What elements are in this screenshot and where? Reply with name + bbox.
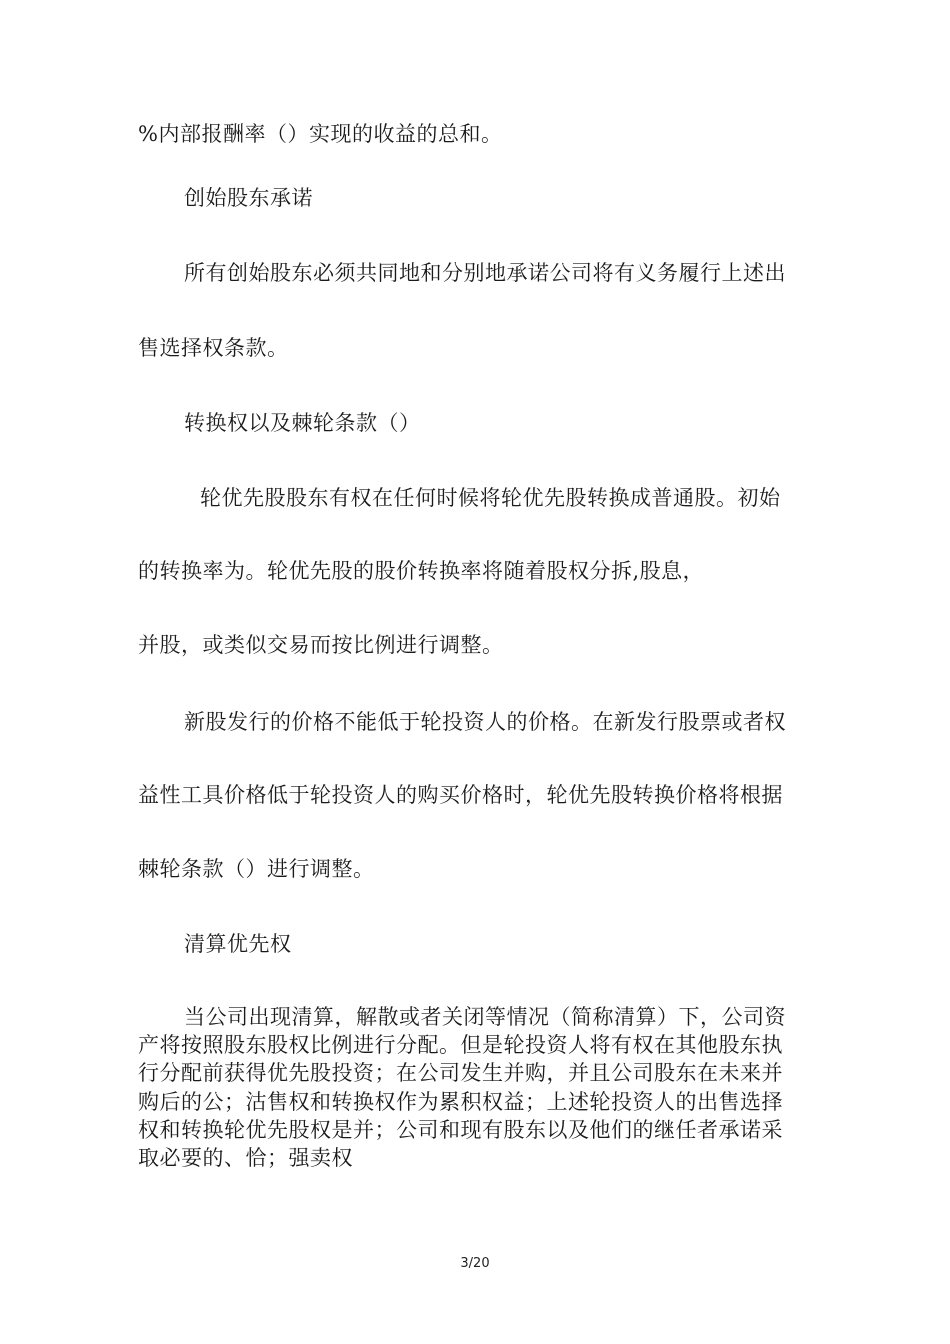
section-heading-conversion-ratchet: 转换权以及棘轮条款（） [184, 411, 421, 435]
text-line: 所有创始股东必须共同地和分别地承诺公司将有义务履行上述出 [184, 261, 786, 285]
text-line: 售选择权条款。 [138, 336, 289, 360]
text-line: %内部报酬率（）实现的收益的总和。 [138, 122, 503, 146]
paragraph-line: 产将按照股东股权比例进行分配。但是轮投资人将有权在其他股东执 [138, 1033, 783, 1058]
section-heading-founder-commitment: 创始股东承诺 [184, 186, 313, 210]
paragraph-line: 取必要的、恰；强卖权 [138, 1146, 353, 1171]
text-line: 益性工具价格低于轮投资人的购买价格时，轮优先股转换价格将根据 [138, 783, 783, 807]
paragraph-line: 行分配前获得优先股投资；在公司发生并购，并且公司股东在未来并 [138, 1061, 783, 1086]
paragraph-line: 当公司出现清算，解散或者关闭等情况（简称清算）下，公司资 [184, 1005, 786, 1029]
liquidation-paragraph [138, 1003, 818, 1172]
text-line: 并股，或类似交易而按比例进行调整。 [138, 633, 504, 657]
paragraph-line: 权和转换轮优先股权是并；公司和现有股东以及他们的继任者承诺采 [138, 1117, 783, 1142]
section-heading-liquidation-preference: 清算优先权 [184, 932, 292, 956]
text-line: 轮优先股股东有权在任何时候将轮优先股转换成普通股。初始 [200, 486, 781, 510]
text-line: 棘轮条款（）进行调整。 [138, 857, 375, 881]
paragraph-line: 购后的公；沽售权和转换权作为累积权益；上述轮投资人的出售选择 [138, 1089, 783, 1114]
page-number: 3/20 [460, 1256, 490, 1271]
text-line: 新股发行的价格不能低于轮投资人的价格。在新发行股票或者权 [184, 710, 786, 734]
text-line: 的转换率为。轮优先股的股价转换率将随着股权分拆,股息， [138, 559, 705, 583]
